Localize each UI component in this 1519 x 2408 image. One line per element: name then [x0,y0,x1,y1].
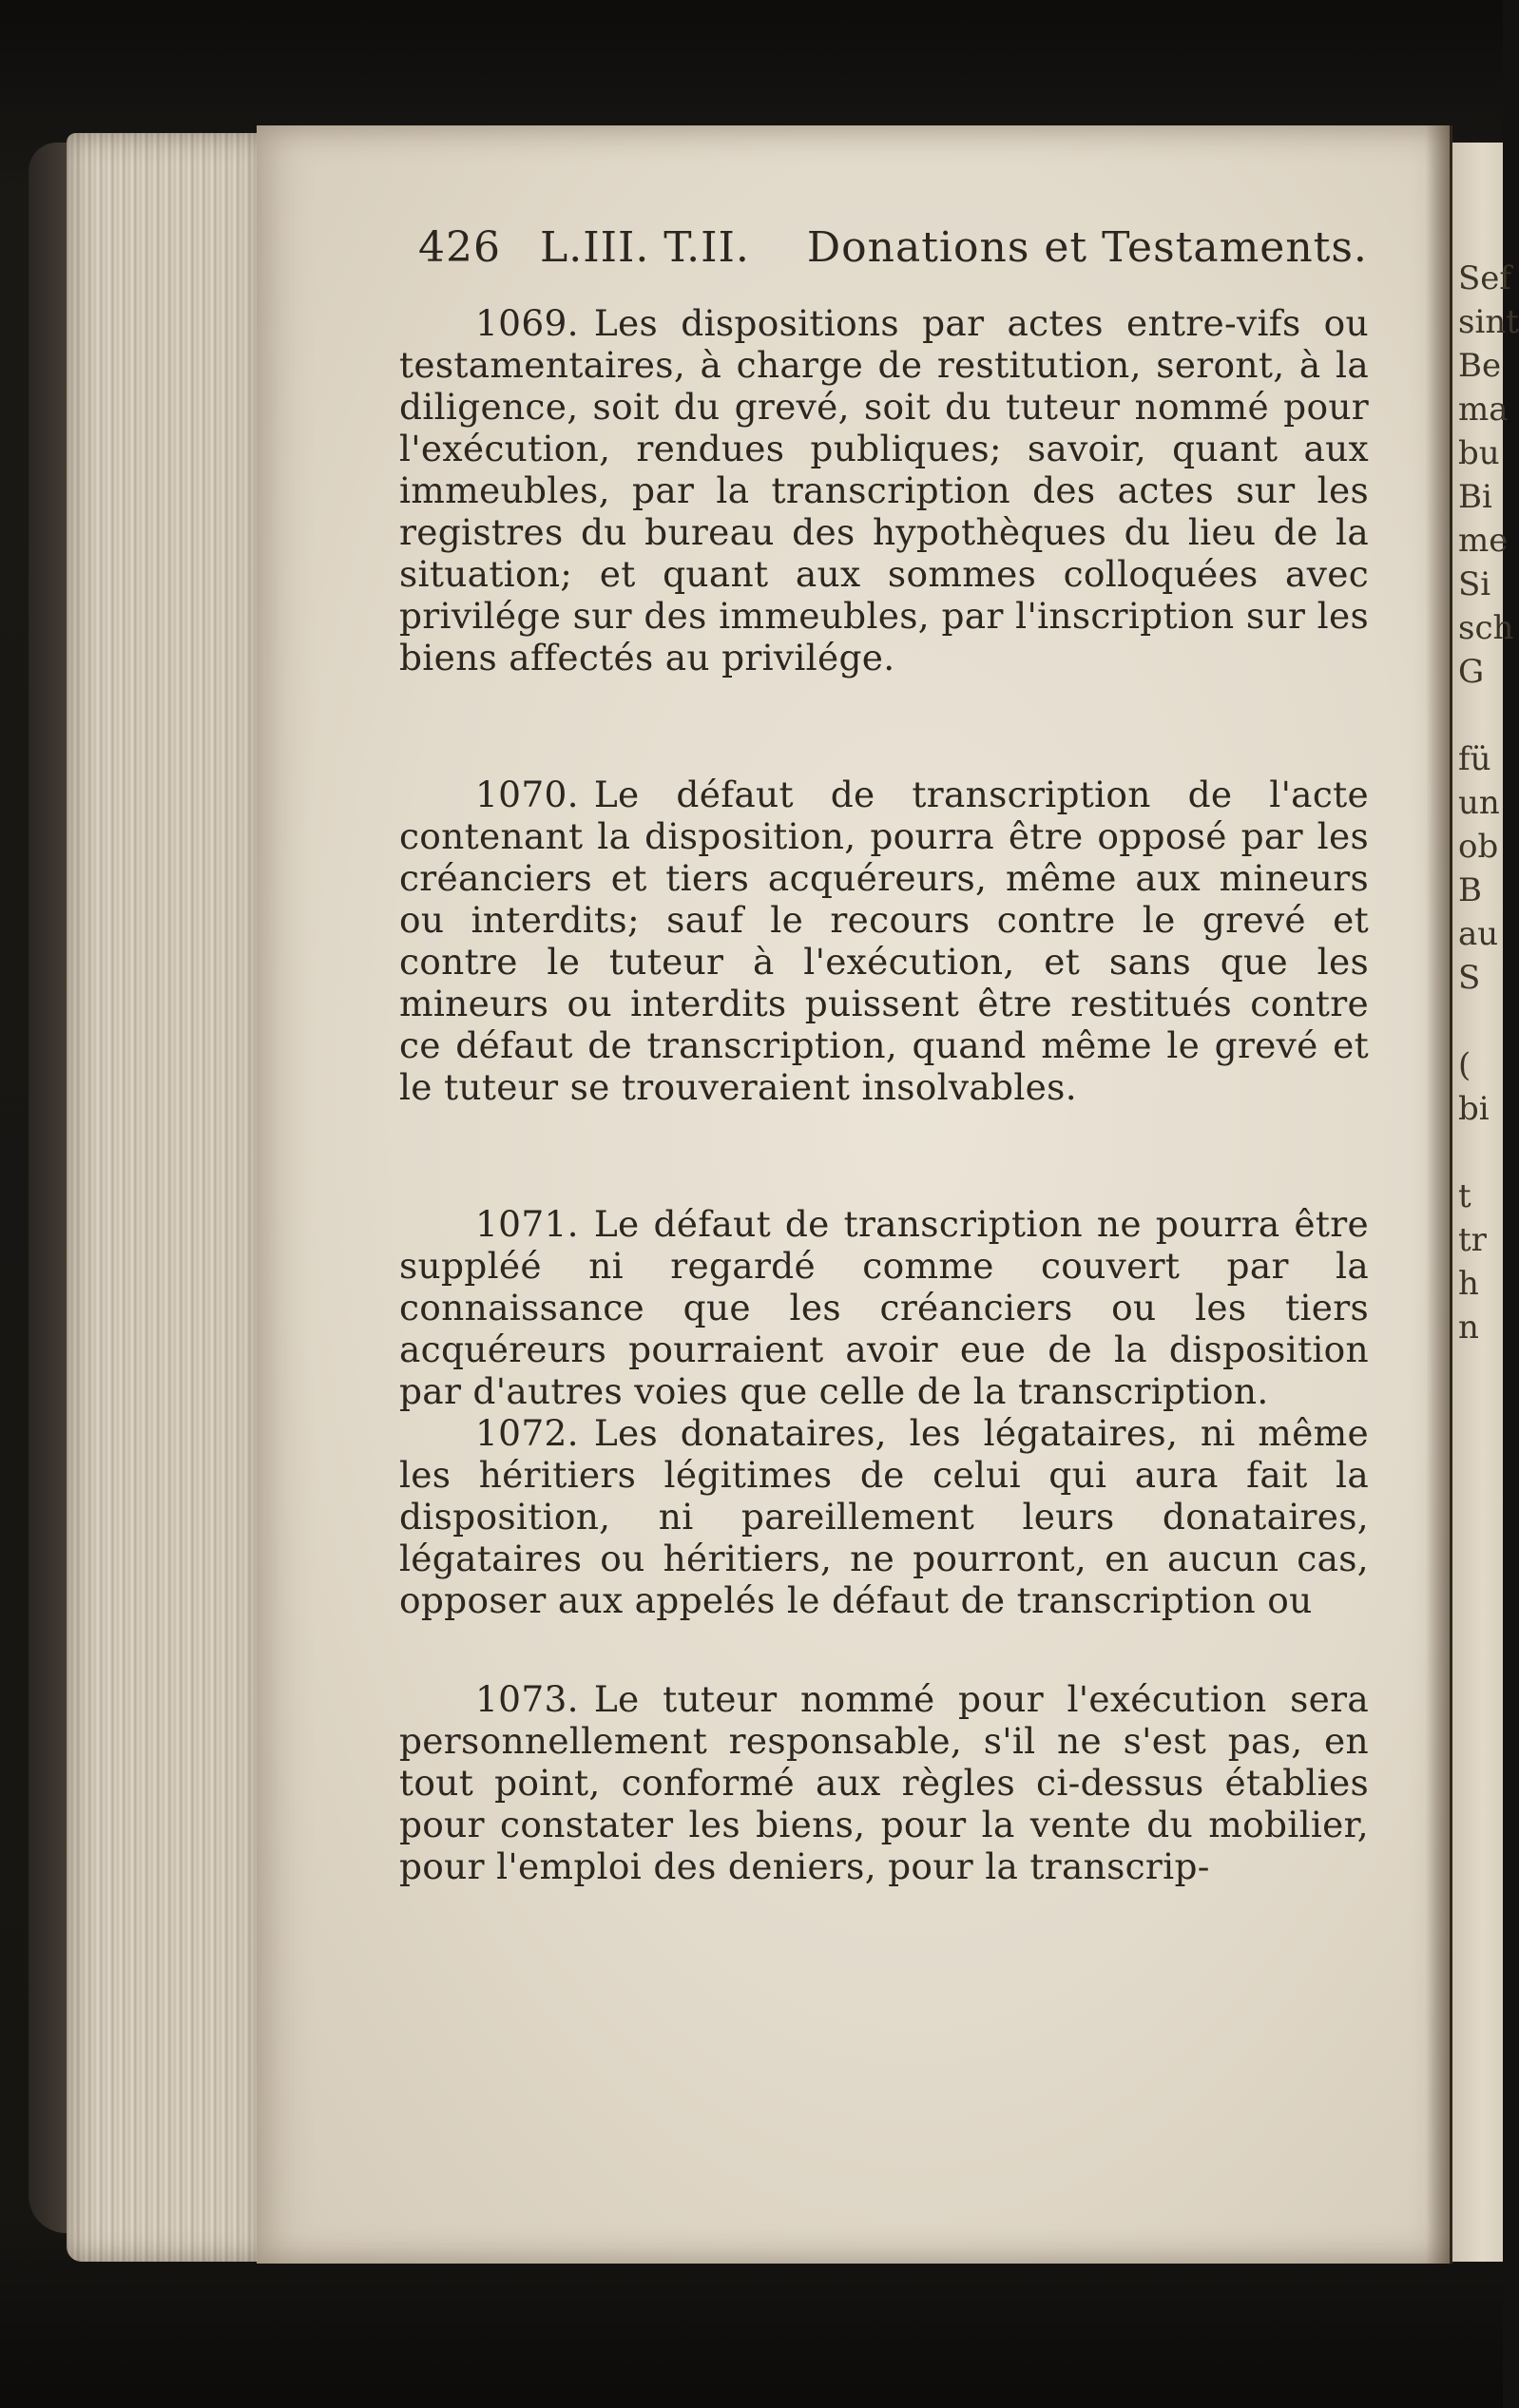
article-1071 [399,1203,1369,1412]
article-number: 1072. [475,1412,579,1454]
book-section: L.III. T.II. [539,223,750,272]
article-text: Le tuteur nommé pour l'exécution sera personnellement responsable, s'il ne s'est pas, en tout point, conformé aux règles ci-dessus établies pour constater les biens, pour la vente du mobilier, pour l'emploi des deniers, pour la transcrip- [399,1678,1369,1887]
running-head [418,223,1369,272]
page-gutter-shadow [1426,125,1452,2264]
article-text: Les donataires, les légataires, ni même les héritiers légitimes de celui qui aura fait la disposition, ni pareillement leurs donataires, légataires ou héritiers, ne pourront, en aucun cas, opposer aux appelés le défaut de transcription ou [399,1412,1369,1621]
article-1072 [399,1412,1369,1621]
stacked-page-edges [67,133,266,2262]
article-number: 1071. [475,1203,579,1245]
article-1073 [399,1678,1369,1887]
article-text: Les dispositions par actes entre-vifs ou testamentaires, à charge de restitution, seront, à la diligence, soit du grevé, soit du tuteur nommé pour l'exécution, rendues publiques; savoir, quant aux immeubles, par la transcription des actes sur les registres du bureau des hypothèques du lieu de la situation; et quant aux sommes colloquées avec privilége sur des immeubles, par l'inscription sur les biens affectés au privilége. [399,302,1369,678]
article-text: Le défaut de transcription de l'acte contenant la disposition, pourra être opposé par les créanciers et tiers acquéreurs, même aux mineurs ou interdits; sauf le recours contre le grevé et contre le tuteur à l'exécution, et sans que les mineurs ou interdits puissent être restitués contre ce défaut de transcription, quand même le grevé et le tuteur se trouveraient insolvables. [399,774,1369,1108]
facing-page-fragment [1452,143,1519,2262]
page-content [399,223,1369,1887]
article-number: 1069. [475,302,579,344]
article-text: Le défaut de transcription ne pourra être suppléé ni regardé comme couvert par la connaissance que les créanciers ou les tiers acquéreurs pourraient avoir eue de la disposition par d'autres voies que celle de la transcription. [399,1203,1369,1412]
article-number: 1073. [475,1678,579,1720]
page-number: 426 [418,223,501,272]
article-1069 [399,302,1369,678]
article-number: 1070. [475,774,579,815]
facing-page-text: Sef sint Be ma bu Bi me Si sch G fü un ob B au S ( bi t tr h n [1458,259,1519,1347]
article-1070 [399,774,1369,1108]
running-title: Donations et Testaments. [806,223,1368,272]
